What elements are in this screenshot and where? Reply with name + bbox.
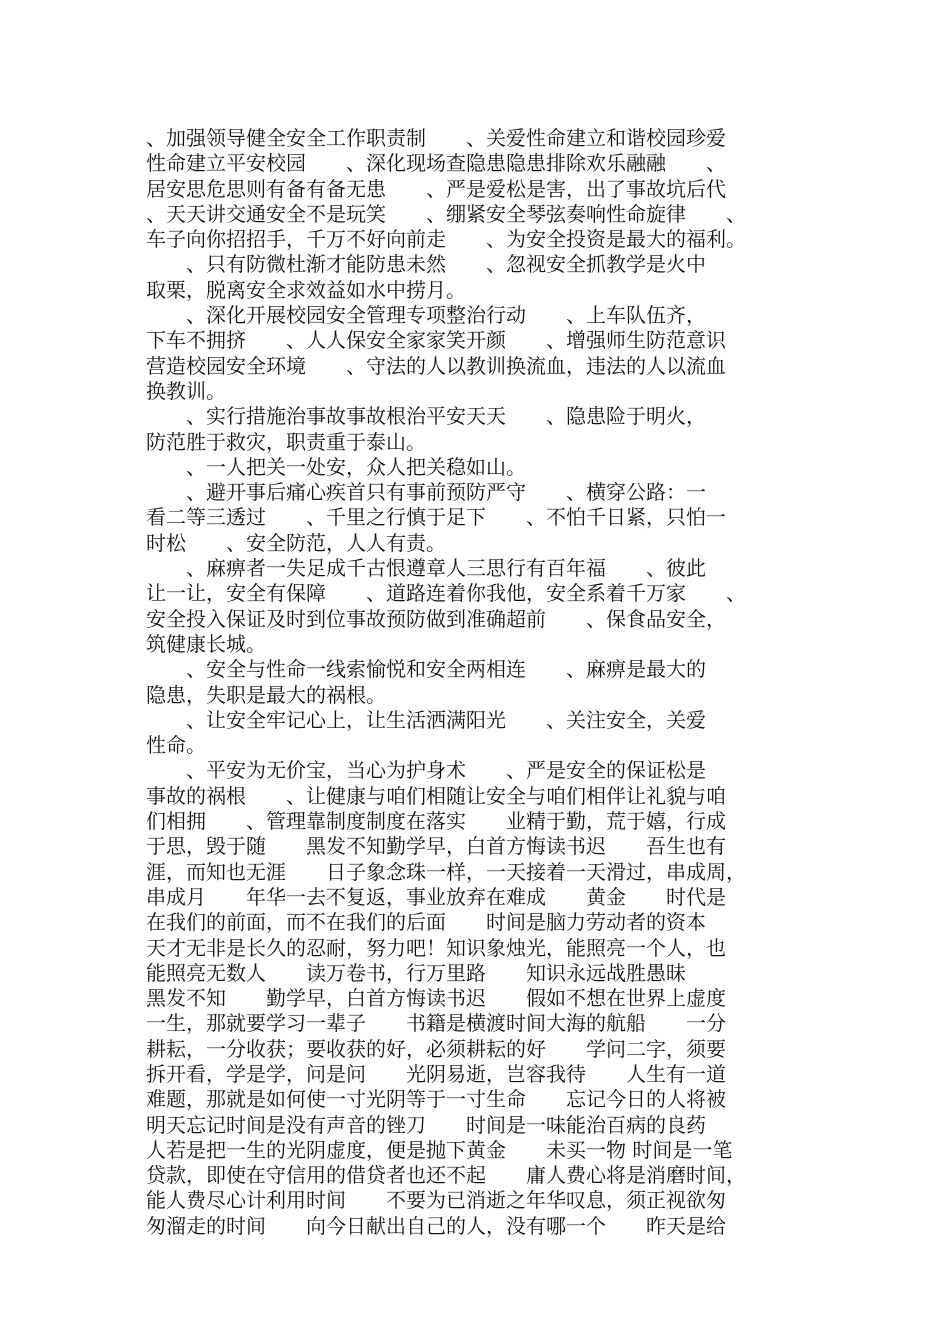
text-line: 让一让，安全有保障 、道路连着你我他，安全系着千万家 、 — [146, 581, 746, 606]
text-line: 、平安为无价宝，当心为护身术 、严是安全的保证松是 — [146, 758, 706, 783]
text-line: 于思，毁于随 黑发不知勤学早，白首方悔读书迟 吾生也有 — [146, 834, 726, 859]
text-line: 安全投入保证及时到位事故预防做到准确超前 、保食品安全， — [146, 606, 726, 631]
text-line: 时松 、安全防范，人人有责。 — [146, 530, 446, 555]
text-line: 取栗，脱离安全求效益如水中捞月。 — [146, 277, 466, 302]
text-line: 难题，那就是如何使一寸光阴等于一寸生命 忘记今日的人将被 — [146, 1087, 726, 1112]
text-line: 、让安全牢记心上，让生活洒满阳光 、关注安全，关爱 — [146, 707, 706, 732]
text-line: 筑健康长城。 — [146, 631, 266, 656]
text-line: 拆开看，学是学，问是问 光阴易逝，岂容我待 人生有一道 — [146, 1061, 726, 1086]
body-text — [146, 126, 810, 1239]
text-line: 、避开事后痛心疾首只有事前预防严守 、横穿公路：一 — [146, 480, 706, 505]
text-line: 能人费尽心计利用时间 不要为已消逝之年华叹息，须正视欲匆 — [146, 1188, 726, 1213]
text-line: 耕耘，一分收获；要收获的好，必须耕耘的好 学问二字，须要 — [146, 1036, 726, 1061]
text-line: 明天忘记时间是没有声音的锉刀 时间是一味能治百病的良药 — [146, 1112, 706, 1137]
text-line: 天才无非是长久的忍耐，努力吧！知识象烛光，能照亮一个人，也 — [146, 935, 726, 960]
text-line: 贷款，即使在守信用的借贷者也还不起 庸人费心将是消磨时间， — [146, 1163, 746, 1188]
text-line: 营造校园安全环境 、守法的人以教训换流血，违法的人以流血 — [146, 353, 726, 378]
text-line: 能照亮无数人 读万卷书，行万里路 知识永远战胜愚昧 — [146, 960, 686, 985]
text-line: 、麻痹者一失足成千古恨遵章人三思行有百年福 、彼此 — [146, 556, 706, 581]
text-line: 看二等三透过 、千里之行慎于足下 、不怕千日紧，只怕一 — [146, 505, 726, 530]
text-line: 车子向你招招手，千万不好向前走 、为安全投资是最大的福利。 — [146, 227, 746, 252]
text-line: 防范胜于救灾，职责重于泰山。 — [146, 429, 426, 454]
text-line: 、天天讲交通安全不是玩笑 、绷紧安全琴弦奏响性命旋律 、 — [146, 201, 746, 226]
text-line: 涯，而知也无涯 日子象念珠一样，一天接着一天滑过，串成周， — [146, 859, 746, 884]
text-line: 、加强领导健全安全工作职责制 、关爱性命建立和谐校园珍爱 — [146, 126, 726, 150]
text-line: 、实行措施治事故事故根治平安天天 、隐患险于明火， — [146, 404, 706, 429]
text-line: 性命。 — [146, 733, 206, 758]
text-line: 换教训。 — [146, 378, 226, 403]
text-line: 下车不拥挤 、人人保安全家家笑开颜 、增强师生防范意识 — [146, 328, 726, 353]
text-line: 隐患，失职是最大的祸根。 — [146, 682, 386, 707]
text-line: 事故的祸根 、让健康与咱们相随让安全与咱们相伴让礼貌与咱 — [146, 783, 726, 808]
text-line: 们相拥 、管理靠制度制度在落实 业精于勤，荒于嬉，行成 — [146, 809, 726, 834]
text-line: 性命建立平安校园 、深化现场查隐患隐患排除欢乐融融 、 — [146, 151, 726, 176]
text-line: 匆溜走的时间 向今日献出自己的人，没有哪一个 昨天是给 — [146, 1213, 726, 1238]
text-line: 、安全与性命一线索愉悦和安全两相连 、麻痹是最大的 — [146, 657, 706, 682]
text-line: 一生，那就要学习一辈子 书籍是横渡时间大海的航船 一分 — [146, 1011, 726, 1036]
text-line: 、只有防微杜渐才能防患未然 、忽视安全抓教学是火中 — [146, 252, 706, 277]
text-line: 串成月 年华一去不复返，事业放弃在难成 黄金 时代是 — [146, 884, 726, 909]
text-line: 、深化开展校园安全管理专项整治行动 、上车队伍齐， — [146, 303, 706, 328]
text-line: 人若是把一生的光阴虚度，便是抛下黄金 未买一物 时间是一笔 — [146, 1137, 733, 1162]
text-line: 、一人把关一处安，众人把关稳如山。 — [146, 454, 526, 479]
text-line: 黑发不知 勤学早，白首方悔读书迟 假如不想在世界上虚度 — [146, 986, 726, 1011]
text-line: 在我们的前面，而不在我们的后面 时间是脑力劳动者的资本 — [146, 910, 706, 935]
text-line: 居安思危思则有备有备无患 、严是爱松是害，出了事故坑后代 — [146, 176, 726, 201]
